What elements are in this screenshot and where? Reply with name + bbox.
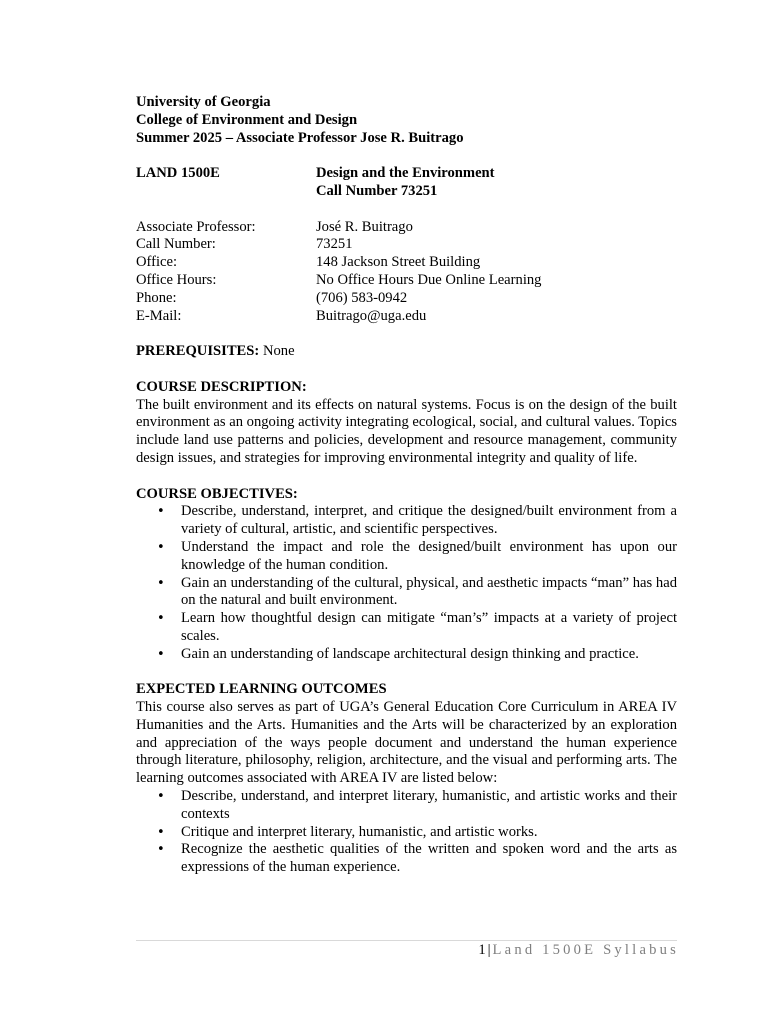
description-heading: COURSE DESCRIPTION: bbox=[136, 378, 307, 395]
outcomes-list bbox=[136, 788, 677, 877]
info-row bbox=[136, 290, 677, 308]
term-line: Summer 2025 – Associate Professor Jose R. Buitrago bbox=[136, 129, 464, 146]
list-item: • Gain an understanding of landscape architectural design thinking and practice. bbox=[136, 646, 677, 664]
page-number: 1 bbox=[478, 942, 486, 958]
prerequisites-line bbox=[136, 343, 677, 361]
page-footer bbox=[136, 942, 679, 960]
list-item: • Describe, understand, interpret, and critique the designed/built environment from a variety of cultural, artistic, and scientific perspectives. bbox=[136, 503, 677, 539]
info-row bbox=[136, 254, 677, 272]
instructor-info bbox=[136, 219, 677, 326]
call-number-row bbox=[136, 183, 677, 201]
course-call-number: Call Number 73251 bbox=[316, 182, 438, 199]
course-code-row bbox=[136, 165, 677, 183]
university-name: University of Georgia bbox=[136, 94, 271, 110]
info-label: Office Hours: bbox=[136, 271, 217, 288]
info-value: 73251 bbox=[316, 236, 353, 253]
info-label: Office: bbox=[136, 254, 178, 271]
info-label: Phone: bbox=[136, 289, 177, 306]
info-value: (706) 583-0942 bbox=[316, 289, 408, 306]
course-title: Design and the Environment bbox=[316, 165, 495, 182]
description-text: The built environment and its effects on natural systems. Focus is on the design of the built environment as an ongoing activity integrating ecological, social, and cultural values. Topics include land use patterns and policies, development and resource management, community design issues, and strategies for improving environmental integrity and quality of life. bbox=[136, 396, 677, 466]
info-label: Associate Professor: bbox=[136, 218, 256, 235]
objectives-heading: COURSE OBJECTIVES: bbox=[136, 485, 298, 502]
list-item: • Learn how thoughtful design can mitigate “man’s” impacts at a variety of project scales. bbox=[136, 610, 677, 646]
email-value: Buitrago@uga.edu bbox=[316, 307, 427, 324]
list-item: • Describe, understand, and interpret literary, humanistic, and artistic works and their contexts bbox=[136, 788, 677, 824]
list-item: • Critique and interpret literary, humanistic, and artistic works. bbox=[136, 824, 677, 842]
outcomes-text: This course also serves as part of UGA’s General Education Core Curriculum in AREA IV Humanities and the Arts. Humanities and the Arts will be characterized by an exploration and appreciation of the ways people document and understand the human experience through literature, philosophy, religion, architecture, and the visual and performing arts. The learning outcomes associated with AREA IV are listed below: bbox=[136, 699, 677, 787]
info-row bbox=[136, 308, 677, 326]
prerequisites-label: PREREQUISITES: bbox=[136, 343, 260, 360]
info-label: E-Mail: bbox=[136, 307, 182, 324]
list-item: • Recognize the aesthetic qualities of the written and spoken word and the arts as expressions of the human experience. bbox=[136, 841, 677, 877]
info-row bbox=[136, 236, 677, 254]
info-value: José R. Buitrago bbox=[316, 218, 413, 235]
list-item: • Understand the impact and role the designed/built environment has upon our knowledge of the human condition. bbox=[136, 539, 677, 575]
college-name: College of Environment and Design bbox=[136, 111, 358, 128]
footer-title: Land 1500E Syllabus bbox=[492, 942, 679, 958]
course-code: LAND 1500E bbox=[136, 165, 220, 182]
footer-divider bbox=[136, 940, 677, 941]
list-item: • Gain an understanding of the cultural, physical, and aesthetic impacts “man” has had on the natural and built environment. bbox=[136, 575, 677, 611]
footer-separator: | bbox=[487, 942, 491, 958]
outcomes-heading: EXPECTED LEARNING OUTCOMES bbox=[136, 681, 387, 698]
prerequisites-value: None bbox=[262, 343, 295, 360]
objectives-list bbox=[136, 503, 677, 663]
info-value: No Office Hours Due Online Learning bbox=[316, 271, 542, 288]
info-row bbox=[136, 272, 677, 290]
info-label: Call Number: bbox=[136, 236, 216, 253]
document-body bbox=[136, 94, 677, 877]
info-value: 148 Jackson Street Building bbox=[316, 254, 481, 271]
info-row bbox=[136, 219, 677, 237]
